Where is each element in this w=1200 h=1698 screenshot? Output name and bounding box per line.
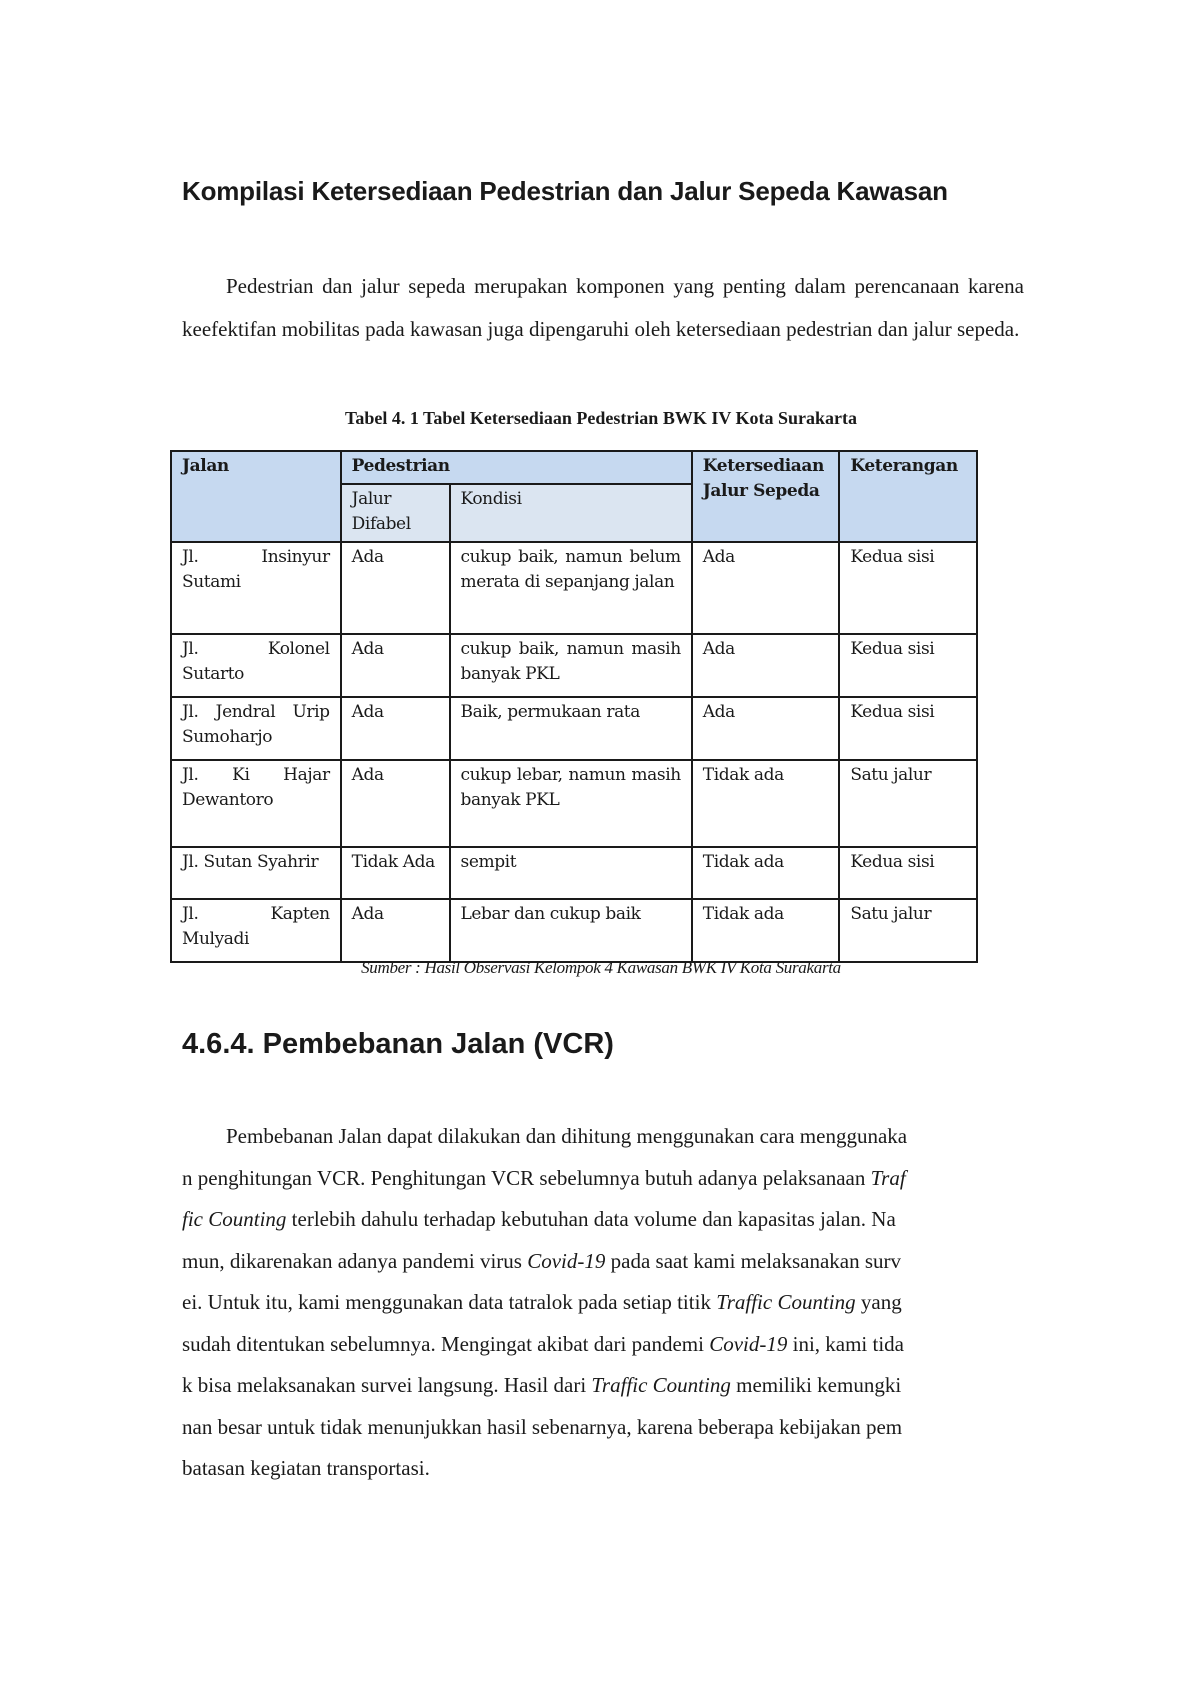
text-run: ei. Untuk itu, kami menggunakan data tatralok pada setiap titik	[182, 1290, 717, 1314]
paragraph-line	[182, 1158, 1024, 1200]
paragraph-line	[182, 1324, 1024, 1366]
paragraph-line	[182, 1199, 1024, 1241]
cell-jalur-difabel: Ada	[341, 542, 450, 634]
table-head	[171, 451, 977, 542]
pedestrian-table	[170, 450, 978, 963]
table-caption: Tabel 4. 1 Tabel Ketersediaan Pedestrian BWK IV Kota Surakarta	[344, 408, 858, 428]
cell-jalur-difabel: Ada	[341, 634, 450, 697]
cell-jalur-sepeda: Tidak ada	[692, 847, 840, 899]
paragraph-line	[182, 1448, 1024, 1490]
intro-paragraph: Pedestrian dan jalur sepeda merupakan komponen yang penting dalam perencanaan karena keefektifan mobilitas pada kawasan juga dipengaruhi oleh ketersediaan pedestrian dan jalur sepeda.	[182, 274, 1024, 341]
cell-jalur-sepeda: Tidak ada	[692, 899, 840, 962]
subsection-heading: 4.6.4. Pembebanan Jalan (VCR)	[182, 1028, 614, 1060]
italic-term: Traf	[870, 1165, 906, 1190]
cell-keterangan: Kedua sisi	[839, 542, 977, 634]
text-run: sudah ditentukan sebelumnya. Mengingat akibat dari pandemi	[182, 1331, 710, 1356]
cell-keterangan: Satu jalur	[839, 760, 977, 847]
text-run: memiliki kemungki	[730, 1373, 902, 1397]
header-jalur-sepeda: Ketersediaan Jalur Sepeda	[692, 451, 840, 542]
cell-jalur-difabel: Ada	[341, 760, 450, 847]
cell-jalan: Jl. Jendral Urip Sumoharjo	[171, 697, 341, 760]
cell-jalan: Jl. Kolonel Sutarto	[171, 634, 341, 697]
cell-jalur-sepeda: Ada	[692, 697, 840, 760]
italic-term: fic Counting	[182, 1207, 287, 1231]
header-kondisi: Kondisi	[450, 484, 692, 542]
text-run: pada saat kami melaksanakan surv	[605, 1248, 902, 1273]
italic-term: Covid-19	[527, 1248, 606, 1273]
italic-term: Traffic Counting	[591, 1373, 731, 1397]
cell-jalan: Jl. Ki Hajar Dewantoro	[171, 760, 341, 847]
header-keterangan: Keterangan	[839, 451, 977, 542]
text-run: n penghitungan VCR. Penghitungan VCR sebelumnya butuh adanya pelaksanaan	[182, 1165, 871, 1190]
section-title: Kompilasi Ketersediaan Pedestrian dan Jalur Sepeda Kawasan	[182, 176, 948, 206]
cell-kondisi: cukup lebar, namun masih banyak PKL	[450, 760, 692, 847]
paragraph-line	[182, 1116, 1024, 1158]
cell-jalur-sepeda: Tidak ada	[692, 760, 840, 847]
cell-keterangan: Kedua sisi	[839, 634, 977, 697]
header-jalan: Jalan	[171, 451, 341, 542]
cell-keterangan: Kedua sisi	[839, 697, 977, 760]
text-run: k bisa melaksanakan survei langsung. Hasil dari	[182, 1373, 592, 1397]
cell-jalur-sepeda: Ada	[692, 634, 840, 697]
table-row	[171, 634, 977, 697]
paragraph-line	[182, 1407, 1024, 1449]
vcr-paragraph	[182, 1116, 1024, 1490]
text-run: ini, kami tida	[787, 1331, 905, 1356]
cell-jalan: Jl. Sutan Syahrir	[171, 847, 341, 899]
italic-term: Covid-19	[709, 1331, 788, 1356]
cell-jalan: Jl. Insinyur Sutami	[171, 542, 341, 634]
text-run: nan besar untuk tidak menunjukkan hasil sebenarnya, karena beberapa kebijakan pem	[182, 1414, 903, 1439]
table-row	[171, 697, 977, 760]
italic-term: Traffic Counting	[716, 1290, 856, 1314]
text-run: batasan kegiatan transportasi.	[182, 1456, 430, 1480]
table-body	[171, 542, 977, 962]
cell-jalur-sepeda: Ada	[692, 542, 840, 634]
paragraph-line	[182, 1282, 1024, 1324]
cell-keterangan: Kedua sisi	[839, 847, 977, 899]
table-row	[171, 760, 977, 847]
text-run: mun, dikarenakan adanya pandemi virus	[182, 1248, 528, 1273]
cell-kondisi: cukup baik, namun belum merata di sepanjang jalan	[450, 542, 692, 634]
header-pedestrian: Pedestrian	[341, 451, 692, 484]
cell-jalur-difabel: Tidak Ada	[341, 847, 450, 899]
table-row	[171, 899, 977, 962]
table-row	[171, 847, 977, 899]
cell-keterangan: Satu jalur	[839, 899, 977, 962]
cell-jalur-difabel: Ada	[341, 697, 450, 760]
text-run: terlebih dahulu terhadap kebutuhan data volume dan kapasitas jalan. Na	[286, 1207, 896, 1231]
table-source: Sumber : Hasil Observasi Kelompok 4 Kawasan BWK IV Kota Surakarta	[361, 958, 841, 977]
paragraph-line	[182, 1241, 1024, 1283]
cell-kondisi: sempit	[450, 847, 692, 899]
header-jalur-difabel: Jalur Difabel	[341, 484, 450, 542]
paragraph-line	[182, 1365, 1024, 1407]
cell-jalur-difabel: Ada	[341, 899, 450, 962]
cell-kondisi: Lebar dan cukup baik	[450, 899, 692, 962]
text-run: Pembebanan Jalan dapat dilakukan dan dihitung menggunakan cara menggunaka	[226, 1124, 908, 1148]
cell-kondisi: Baik, permukaan rata	[450, 697, 692, 760]
text-run: yang	[855, 1290, 902, 1314]
cell-jalan: Jl. Kapten Mulyadi	[171, 899, 341, 962]
header-row	[171, 451, 977, 484]
cell-kondisi: cukup baik, namun masih banyak PKL	[450, 634, 692, 697]
table-row	[171, 542, 977, 634]
